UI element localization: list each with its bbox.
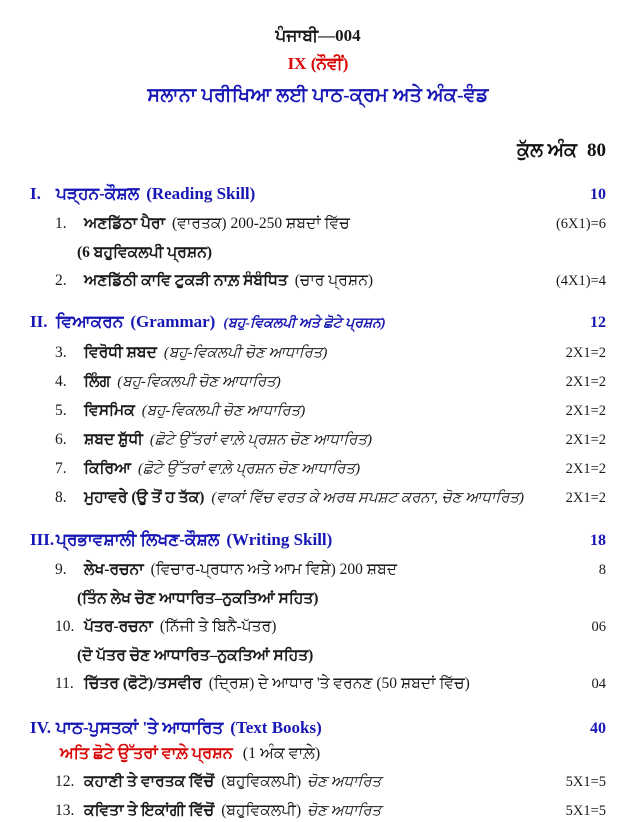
item-label: ਪੱਤਰ-ਰਚਨਾ [84, 618, 153, 635]
syllabus-item-4 [30, 371, 606, 393]
item-marks: 2X1=2 [565, 461, 606, 477]
item-detail: (ਬਹੁ-ਵਿਕਲਪੀ ਚੋਣ ਆਧਾਰਿਤ) [163, 345, 328, 361]
item-marks: 2X1=2 [565, 432, 606, 448]
item-number: 1. [55, 215, 67, 232]
doc-code-title: ਪੰਜਾਬੀ—004 [275, 26, 361, 45]
item-detail: (ਬਹੁ-ਵਿਕਲਪੀ ਚੋਣ ਆਧਾਰਿਤ) [117, 374, 281, 390]
item-number: 11. [55, 675, 74, 692]
item-marks: 5X1=5 [565, 774, 606, 790]
syllabus-item-1 [30, 213, 606, 235]
total-marks-value: 80 [587, 140, 606, 161]
item-label: ਸ਼ਬਦ ਸ਼ੁੱਧੀ [84, 431, 143, 448]
subheading-black-text: (1 ਅੰਕ ਵਾਲ਼ੇ) [242, 745, 321, 762]
item-label: ਕਿਰਿਆ [84, 460, 132, 477]
section-marks: 12 [590, 314, 606, 331]
syllabus-item-12 [30, 771, 606, 793]
section-marks: 18 [590, 532, 606, 549]
item-9-note: (ਤਿੰਨ ਲੇਖ ਚੋਣ ਆਧਾਰਿਤ–ਨੁਕਤਿਆਂ ਸਹਿਤ) [77, 590, 319, 607]
item-number: 12. [55, 773, 75, 790]
item-number: 10. [55, 618, 75, 635]
item-number: 13. [55, 802, 75, 819]
item-marks: 06 [591, 619, 606, 635]
item-number: 2. [55, 272, 67, 289]
item-1-note: (6 ਬਹੁਵਿਕਲਪੀ ਪ੍ਰਸ਼ਨ) [77, 244, 213, 261]
syllabus-item-3 [30, 342, 606, 364]
item-label: ਮੁਹਾਵਰੇ (ਉ ਤੋਂ ਹ ਤੱਕ) [84, 489, 205, 506]
item-marks: 2X1=2 [565, 490, 606, 506]
item-label: ਕਹਾਣੀ ਤੇ ਵਾਰਤਕ ਵਿੱਚੋਂ [84, 773, 215, 790]
section-title-english: (Writing Skill) [226, 530, 333, 549]
item-detail: (ਵਾਕਾਂ ਵਿੱਚ ਵਰਤ ਕੇ ਅਰਥ ਸਪਸ਼ਟ ਕਰਨਾ, ਚੋਣ ਆਧਾਰਿਤ) [211, 490, 525, 506]
section-title-english: (Reading Skill) [146, 184, 256, 203]
item-number: 9. [55, 561, 67, 578]
total-marks-label: ਕੁੱਲ ਅੰਕ [517, 140, 577, 161]
section-numeral: IV. [30, 718, 51, 737]
item-label: ਅਣਡਿੱਠਾ ਪੈਰਾ [84, 215, 166, 232]
syllabus-item-7 [30, 458, 606, 480]
syllabus-item-8 [30, 487, 606, 509]
item-detail: (ਚਾਰ ਪ੍ਰਸ਼ਨ) [294, 272, 374, 289]
item-number: 6. [55, 431, 67, 448]
section-title-punjabi: ਵਿਆਕਰਨ [56, 312, 124, 331]
item-marks: (4X1)=4 [555, 273, 606, 289]
item-detail: (ਬਹੁਵਿਕਲਪੀ) [221, 773, 302, 790]
item-marks: 2X1=2 [565, 403, 606, 419]
subheading-red-text: ਅਤਿ ਛੋਟੇ ਉੱਤਰਾਂ ਵਾਲ਼ੇ ਪ੍ਰਸ਼ਨ [60, 745, 233, 762]
item-marks: (6X1)=6 [555, 216, 606, 232]
syllabus-item-6 [30, 429, 606, 451]
syllabus-item-13 [30, 800, 606, 822]
item-detail: (ਵਿਚਾਰ-ਪ੍ਰਧਾਨ ਅਤੇ ਆਮ ਵਿਸ਼ੇ) 200 ਸ਼ਬਦ [150, 561, 398, 578]
section-marks: 40 [590, 720, 606, 737]
syllabus-item-11 [30, 673, 606, 695]
section-title-english: (Text Books) [230, 718, 322, 737]
syllabus-item-5 [30, 400, 606, 422]
syllabus-item-9 [30, 559, 606, 581]
item-detail: (ਨਿੱਜੀ ਤੇ ਬਿਨੈ-ਪੱਤਰ) [159, 618, 277, 635]
item-marks: 2X1=2 [565, 345, 606, 361]
item-number: 5. [55, 402, 67, 419]
section-heading-text-books [30, 717, 606, 740]
item-number: 8. [55, 489, 67, 506]
item-number: 3. [55, 344, 67, 361]
syllabus-item-2 [30, 270, 606, 292]
item-detail-italic: ਚੋਣ ਅਧਾਰਿਤ [307, 774, 382, 790]
section-numeral: II. [30, 312, 48, 331]
item-detail: (ਬਹੁ-ਵਿਕਲਪੀ ਚੋਣ ਆਧਾਰਿਤ) [141, 403, 306, 419]
item-10-note: (ਦੋ ਪੱਤਰ ਚੋਣ ਆਧਾਰਿਤ–ਨੁਕਤਿਆਂ ਸਹਿਤ) [77, 647, 314, 664]
item-label: ਲੇਖ-ਰਚਨਾ [84, 561, 144, 578]
class-title: IX (ਨੌਵੀਂ) [287, 54, 349, 73]
section-numeral: III. [30, 530, 55, 549]
item-detail: (ਛੋਟੇ ਉੱਤਰਾਂ ਵਾਲ਼ੇ ਪ੍ਰਸ਼ਨ ਚੋਣ ਆਧਾਰਿਤ) [138, 461, 361, 477]
item-label: ਅਣਡਿੱਠੀ ਕਾਵਿ ਟੁਕੜੀ ਨਾਲ਼ ਸੰਬੰਧਿਤ [84, 272, 288, 289]
item-detail: (ਵਾਰਤਕ) 200-250 ਸ਼ਬਦਾਂ ਵਿੱਚ [172, 215, 350, 232]
section-heading-reading-skill [30, 183, 606, 206]
item-detail: (ਬਹੁਵਿਕਲਪੀ) [221, 802, 302, 819]
section-title-english: (Grammar) [130, 312, 216, 331]
item-detail: (ਛੋਟੇ ਉੱਤਰਾਂ ਵਾਲ਼ੇ ਪ੍ਰਸ਼ਨ ਚੋਣ ਆਧਾਰਿਤ) [149, 432, 372, 448]
item-label: ਵਿਸਮਿਕ [84, 402, 135, 419]
syllabus-item-10 [30, 616, 606, 638]
section-4-subheading [30, 743, 606, 764]
section-heading-grammar [30, 311, 606, 335]
item-number: 4. [55, 373, 67, 390]
doc-subtitle: ਸਲਾਨਾ ਪਰੀਖਿਆ ਲਈ ਪਾਠ-ਕ੍ਰਮ ਅਤੇ ਅੰਕ-ਵੰਡ [147, 85, 489, 106]
item-marks: 2X1=2 [565, 374, 606, 390]
section-title-punjabi: ਪ੍ਰਭਾਵਸ਼ਾਲੀ ਲਿਖਣ-ਕੌਸ਼ਲ [56, 530, 220, 549]
item-marks: 8 [598, 562, 606, 578]
item-detail: (ਦ੍ਰਿਸ਼) ਦੇ ਆਧਾਰ 'ਤੇ ਵਰਨਣ (50 ਸ਼ਬਦਾਂ ਵਿੱਚ) [208, 675, 470, 692]
section-title-punjabi: ਪਾਠ-ਪੁਸਤਕਾਂ 'ਤੇ ਆਧਾਰਿਤ [56, 718, 224, 737]
section-heading-writing-skill [30, 529, 606, 552]
item-detail-italic: ਚੋਣ ਅਧਾਰਿਤ [307, 803, 382, 819]
section-numeral: I. [30, 184, 41, 203]
item-marks: 5X1=5 [565, 803, 606, 819]
total-marks-line [30, 140, 606, 162]
item-label: ਕਵਿਤਾ ਤੇ ਇਕਾਂਗੀ ਵਿੱਚੋਂ [84, 802, 215, 819]
item-label: ਲਿੰਗ [84, 373, 111, 390]
item-label: ਵਿਰੋਧੀ ਸ਼ਬਦ [84, 344, 157, 361]
section-title-punjabi: ਪੜ੍ਹਨ-ਕੌਸ਼ਲ [56, 184, 140, 203]
item-number: 7. [55, 460, 67, 477]
section-subtitle: (ਬਹੁ-ਵਿਕਲਪੀ ਅਤੇ ਛੋਟੇ ਪ੍ਰਸ਼ਨ) [223, 316, 386, 331]
section-marks: 10 [590, 186, 606, 203]
item-label: ਚਿੱਤਰ (ਫੋਟੋ)/ਤਸਵੀਰ [84, 675, 202, 692]
item-marks: 04 [591, 676, 606, 692]
